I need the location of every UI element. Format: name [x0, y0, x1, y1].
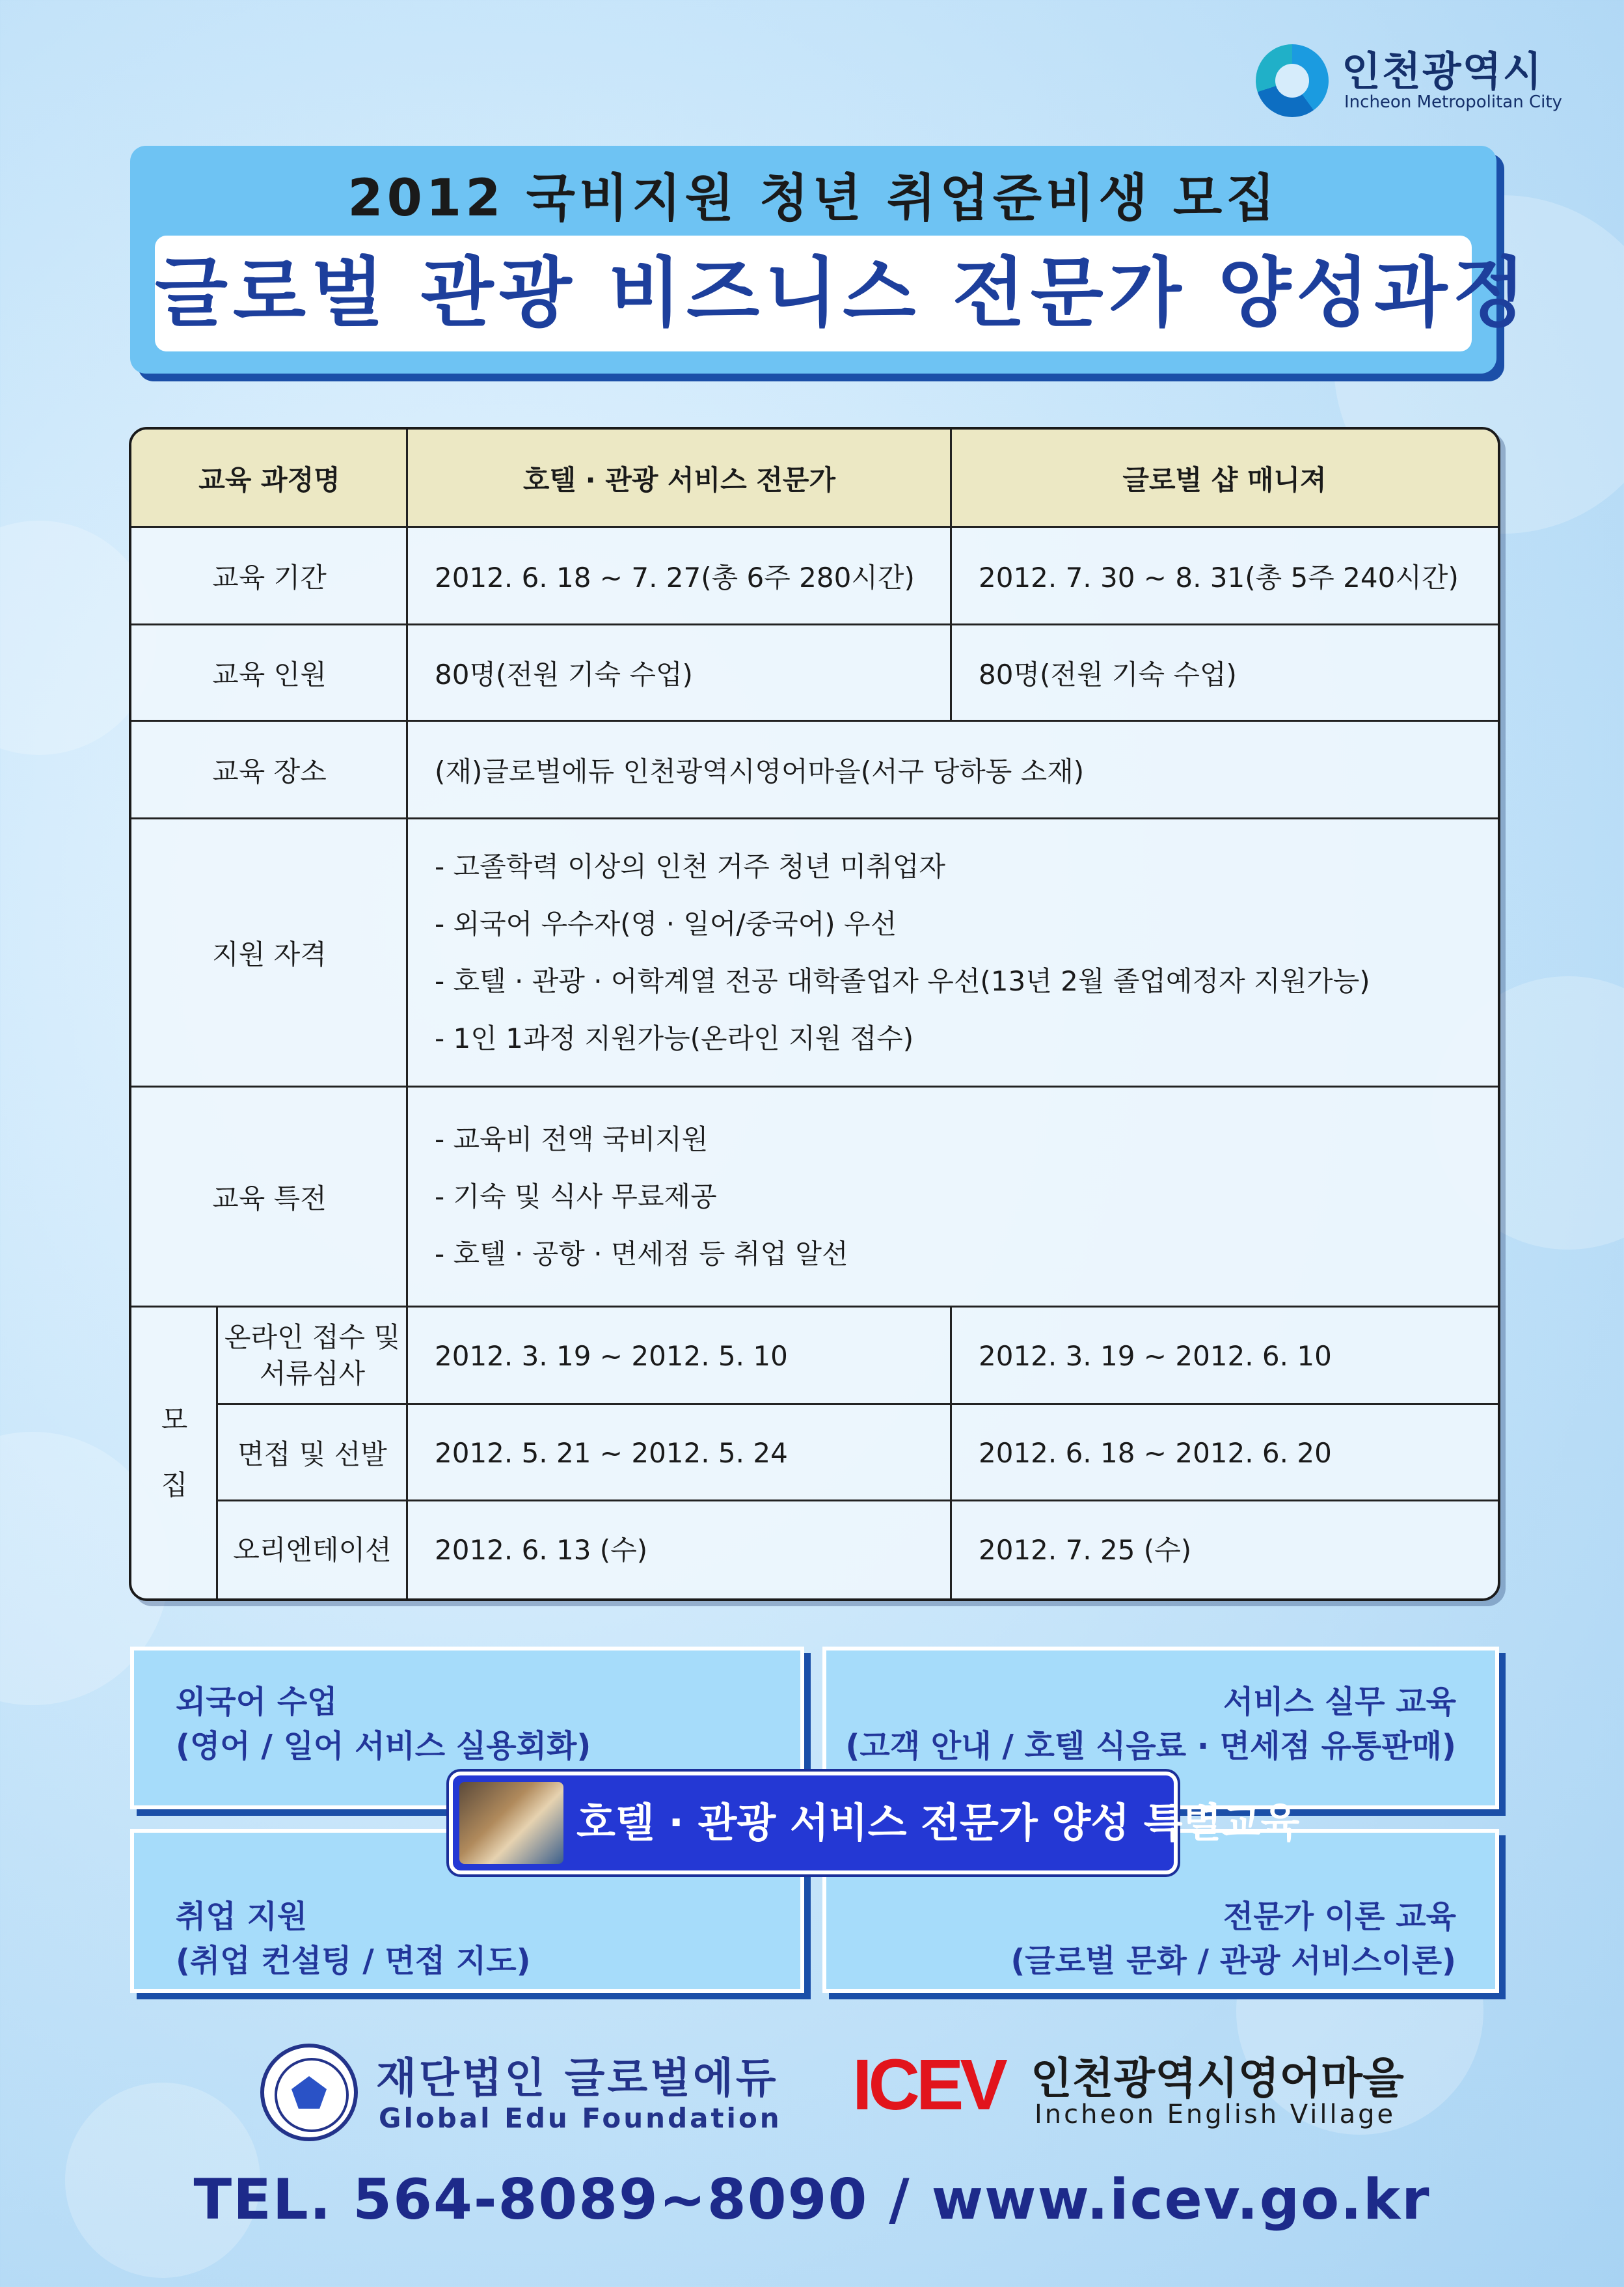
online-label-2: 서류심사 [259, 1358, 366, 1390]
location-value: (재)글로벌에듀 인천광역시영어마을(서구 당하동 소재) [435, 756, 1085, 787]
table-divider [131, 623, 1498, 625]
table-divider [216, 1307, 218, 1598]
list-item: - 고졸학력 이상의 인천 거주 청년 미취업자 [435, 851, 945, 883]
icev-name-ko: 인천광역시영어마을 [1031, 2053, 1404, 2103]
capacity-course-b: 80명(전원 기숙 수업) [979, 659, 1237, 691]
course-info-table [129, 427, 1500, 1601]
program-title: 전문가 이론 교육 [1223, 1898, 1456, 1935]
table-divider [131, 1086, 1498, 1088]
city-name-ko: 인천광역시 [1342, 48, 1543, 95]
list-item: - 1인 1과정 지원가능(온라인 지원 접수) [435, 1022, 914, 1054]
period-course-b: 2012. 7. 30 ~ 8. 31(총 5주 240시간) [979, 562, 1459, 594]
recruit-label-1: 모 [161, 1404, 188, 1436]
row-label-orientation: 오리엔테이션 [233, 1534, 392, 1566]
headline-title: 2012 국비지원 청년 취업준비생 모집 [347, 169, 1279, 228]
course-title: 글로벌 관광 비즈니스 전문가 양성과정 [155, 249, 1531, 337]
eligibility-list [407, 819, 1498, 1087]
headline-panel [130, 146, 1531, 374]
online-label-1: 온라인 접수 및 [224, 1321, 401, 1353]
program-detail: (고객 안내 / 호텔 식음료 · 면세점 유통판매) [845, 1728, 1456, 1764]
row-label-capacity: 교육 인원 [212, 659, 327, 691]
icev-name-en: Incheon English Village [1035, 2100, 1396, 2130]
table-divider [950, 1307, 952, 1598]
capacity-course-a: 80명(전원 기숙 수업) [435, 659, 693, 691]
program-detail: (취업 컨설팅 / 면접 지도) [176, 1943, 531, 1979]
special-training-title: 호텔 · 관광 서비스 전문가 양성 특별교육 [576, 1799, 1300, 1846]
global-edu-name-en: Global Edu Foundation [379, 2102, 782, 2134]
table-divider [131, 720, 1498, 722]
table-header-label: 교육 과정명 [131, 430, 407, 527]
list-item: - 호텔 · 관광 · 어학계열 전공 대학졸업자 우선(13년 2월 졸업예정자 지원가능) [435, 965, 1370, 997]
table-divider [131, 1306, 1498, 1308]
online-course-a: 2012. 3. 19 ~ 2012. 5. 10 [435, 1339, 788, 1372]
benefits-list [407, 1087, 1498, 1307]
global-edu-seal-icon [260, 2044, 358, 2141]
row-label-online [217, 1307, 407, 1404]
table-divider [131, 526, 1498, 528]
program-detail: (글로벌 문화 / 관광 서비스이론) [1010, 1943, 1456, 1979]
table-divider [406, 430, 408, 1598]
row-label-interview: 면접 및 선발 [237, 1438, 387, 1470]
row-label-eligibility: 지원 자격 [212, 938, 327, 970]
orientation-course-a: 2012. 6. 13 (수) [435, 1534, 648, 1566]
recruit-label-2: 집 [161, 1469, 188, 1501]
table-header-course-a: 호텔 · 관광 서비스 전문가 [407, 430, 951, 527]
list-item: - 호텔 · 공항 · 면세점 등 취업 알선 [435, 1238, 848, 1270]
interview-course-a: 2012. 5. 21 ~ 2012. 5. 24 [435, 1436, 788, 1469]
interview-course-b: 2012. 6. 18 ~ 2012. 6. 20 [979, 1436, 1332, 1469]
global-edu-name-ko: 재단법인 글로벌에듀 [376, 2055, 779, 2103]
table-divider [131, 817, 1498, 819]
row-label-location: 교육 장소 [212, 756, 327, 787]
incheon-logo-icon [1256, 44, 1329, 117]
city-name-en: Incheon Metropolitan City [1344, 92, 1562, 112]
table-divider [217, 1403, 1498, 1405]
special-training-banner [449, 1772, 1300, 1874]
contact-info: TEL. 564-8089~8090 / www.icev.go.kr [193, 2167, 1431, 2232]
orientation-course-b: 2012. 7. 25 (수) [979, 1534, 1192, 1566]
hotel-service-photo [459, 1782, 563, 1864]
program-title: 서비스 실무 교육 [1223, 1684, 1456, 1720]
program-detail: (영어 / 일어 서비스 실용회화) [176, 1728, 591, 1764]
row-label-period: 교육 기간 [212, 562, 327, 594]
list-item: - 교육비 전액 국비지원 [435, 1123, 709, 1155]
list-item: - 기숙 및 식사 무료제공 [435, 1181, 717, 1212]
table-header-course-b: 글로벌 샵 매니져 [951, 430, 1498, 527]
row-label-benefits: 교육 특전 [212, 1183, 327, 1214]
period-course-a: 2012. 6. 18 ~ 7. 27(총 6주 280시간) [435, 562, 915, 594]
program-title: 취업 지원 [176, 1898, 308, 1935]
row-label-recruit [131, 1307, 217, 1598]
list-item: - 외국어 우수자(영 · 일어/중국어) 우선 [435, 908, 897, 940]
table-divider [217, 1500, 1498, 1501]
program-title: 외국어 수업 [176, 1684, 338, 1720]
incheon-city-logo [1256, 39, 1562, 124]
table-divider [950, 430, 952, 721]
online-course-b: 2012. 3. 19 ~ 2012. 6. 10 [979, 1339, 1332, 1372]
course-title-box [155, 236, 1531, 351]
icev-logo: ICEV [852, 2045, 1004, 2125]
